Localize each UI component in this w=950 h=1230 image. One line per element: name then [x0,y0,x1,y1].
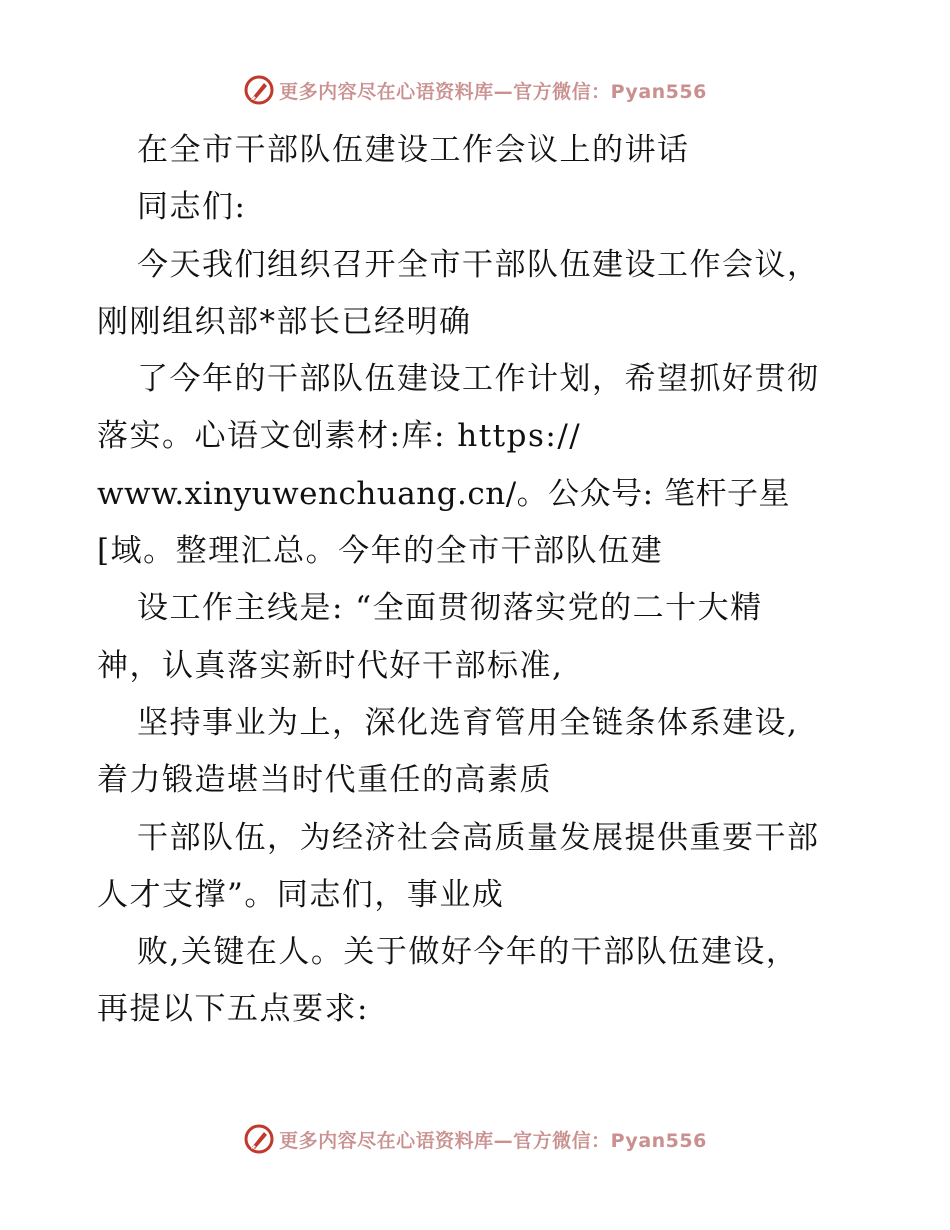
body-line: www.xinyuwenchuang.cn/。公众号: 笔杆子星 [97,475,790,512]
document-title: 在全市干部队伍建设工作会议上的讲话 [137,132,690,168]
body-line: 今天我们组织召开全市干部队伍建设工作会议， [137,246,820,283]
body-line: 坚持事业为上，深化选育管用全链条体系建设, [137,704,799,741]
footer-watermark-banner [0,1119,950,1159]
body-line: 了今年的干部队伍建设工作计划，希望抓好贯彻 [137,361,820,398]
pen-logo-icon [243,1123,275,1155]
footer-banner-text: 更多内容尽在心语资料库—官方微信：Pyan556 [279,1129,707,1152]
body-line: 着力锻造堪当时代重任的高素质 [97,762,552,799]
body-line: 落实。心语文创素材:库: https:// [97,418,582,455]
salutation: 同志们: [137,189,247,226]
header-banner-text: 更多内容尽在心语资料库—官方微信：Pyan556 [279,80,707,103]
body-line: [域。整理汇总。今年的全市干部队伍建 [97,533,664,570]
header-watermark-banner [0,70,950,110]
body-line: 败,关键在人。关于做好今年的干部队伍建设， [137,934,799,971]
body-line: 干部队伍，为经济社会高质量发展提供重要干部 [137,819,820,856]
body-line: 神，认真落实新时代好干部标准, [97,647,564,684]
pen-logo-icon [243,74,275,106]
body-line: 再提以下五点要求: [97,991,369,1028]
body-line: 刚刚组织部*部长已经明确 [97,303,472,340]
body-line: 人才支撑”。同志们，事业成 [97,876,505,913]
body-line: 设工作主线是: “全面贯彻落实党的二十大精 [137,590,763,627]
speech-document [97,122,877,1039]
